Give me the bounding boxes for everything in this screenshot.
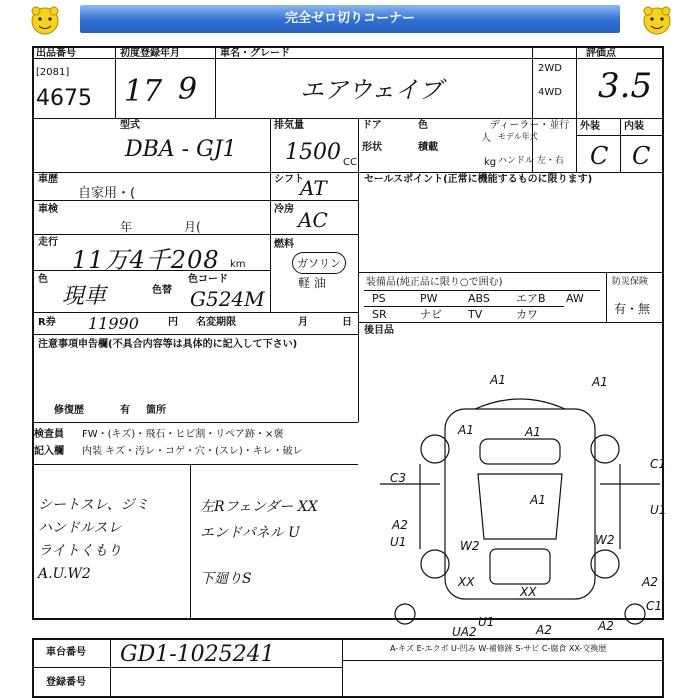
engine-label: 排気量 <box>274 120 304 131</box>
color-code-value: G524M <box>190 287 265 311</box>
sales-point-label: セールスポイント(正常に機能するものに限ります) <box>364 174 593 185</box>
damage-mark: U1 <box>390 535 407 549</box>
row-line <box>32 667 342 668</box>
note-line: A.U.W2 <box>38 566 91 582</box>
guarantee-label: 防災保険 <box>612 277 649 287</box>
lot-sub-label: [2081] <box>36 67 70 78</box>
dealer-label: ディーラー・並行 <box>490 120 570 131</box>
damage-mark: A2 <box>642 575 658 589</box>
row-line <box>364 306 564 307</box>
km-unit: km <box>230 259 246 270</box>
notes-right <box>200 494 318 592</box>
first-reg-label: 初度登録年月 <box>120 48 180 59</box>
color-code-label: 色コード <box>188 274 228 285</box>
chassis-value: GD1-1025241 <box>120 642 275 667</box>
int-label: 内装 <box>624 121 644 132</box>
shift-value: AT <box>300 176 327 200</box>
handle-label: ハンドル 左・右 <box>498 156 564 166</box>
equipment-item: SR <box>372 308 387 321</box>
damage-mark: W2 <box>460 539 480 553</box>
kg-unit: kg <box>484 157 497 168</box>
use-label: 車歴 <box>38 174 58 185</box>
row-line <box>32 422 358 423</box>
aircon-value: AC <box>298 208 328 232</box>
grade-eval: 3.5 <box>598 66 653 106</box>
row-line <box>358 272 664 273</box>
mark-row2: 内装 キズ・汚レ・コゲ・穴・(スレ)・キレ・破レ <box>82 446 303 457</box>
inspector-label: 検査員 <box>34 429 64 440</box>
katashiki-label: 型式 <box>120 120 140 131</box>
col-line <box>270 172 271 312</box>
row-line <box>32 118 664 119</box>
note-line: ライトくもり <box>38 543 122 559</box>
damage-mark: U1 <box>478 615 495 629</box>
model-name-label: 車名・グレード <box>220 48 290 59</box>
model-value: エアウェイブ <box>300 76 443 104</box>
legend-text: A-キズ E-エクボ U-凹み W-補修跡 S-サビ C-腐食 XX-交換歴 <box>390 644 607 653</box>
note-line: 下廻りS <box>200 571 252 587</box>
col-line <box>115 46 116 118</box>
col-line <box>215 46 216 118</box>
first-reg-month: 9 <box>178 72 198 107</box>
damage-mark: W2 <box>595 533 615 547</box>
int-grade: C <box>632 142 651 170</box>
repair-label: 修復歴 <box>54 405 84 416</box>
use-value: 自家用・( <box>78 186 136 201</box>
equipment-item: エアB <box>516 292 546 305</box>
damage-mark: A1 <box>592 375 608 389</box>
shape-label: 形状 <box>362 142 382 153</box>
damage-mark: A1 <box>490 373 506 387</box>
damage-mark: C1 <box>646 599 663 613</box>
fuel-label: 燃料 <box>274 239 294 250</box>
row-line <box>576 135 664 136</box>
month-label: 月( <box>184 220 201 234</box>
equipment-item: PS <box>372 292 386 305</box>
damage-mark: C1 <box>650 457 667 471</box>
mileage-label: 走行 <box>38 237 58 248</box>
color-note-label: 色替 <box>152 285 172 296</box>
recycle-label: R券 <box>38 317 56 328</box>
col-line <box>358 118 359 172</box>
recycle-value: 11990 <box>88 314 139 333</box>
doors-label: ドア <box>362 120 382 131</box>
col-line <box>620 118 621 172</box>
regist-label: 登録番号 <box>46 677 86 688</box>
equipment-item: AW <box>566 292 584 305</box>
row-line <box>342 660 664 661</box>
month2-label: 月 <box>298 317 308 328</box>
lot-number: 4675 <box>36 86 92 111</box>
fuel-gas: ガソリン <box>292 252 346 274</box>
yen-label: 円 <box>168 317 178 328</box>
equipment-label: 装備品(純正品に限り○で囲む) <box>366 277 503 288</box>
damage-mark: XX <box>520 585 537 599</box>
equipment-item: TV <box>468 308 483 321</box>
caution-label: 注意事項申告欄(不具合内容等は具体的に記入して下さい) <box>38 339 298 350</box>
col-line <box>190 464 191 620</box>
repair-value: 有 <box>120 405 130 416</box>
damage-mark: A1 <box>458 423 474 437</box>
row-line <box>32 334 358 335</box>
day-label: 日 <box>342 317 352 328</box>
shift-label: シフト <box>274 174 304 185</box>
car-damage-diagram <box>360 364 667 639</box>
first-reg-year: 17 <box>124 74 163 109</box>
eval-label: 評価点 <box>586 48 616 59</box>
color-label: 色 <box>418 120 428 131</box>
inspect-label: 車検 <box>38 204 58 215</box>
damage-mark: A2 <box>598 619 614 633</box>
damage-mark: A2 <box>392 518 408 532</box>
col-line <box>576 46 577 172</box>
record-label: 記入欄 <box>34 446 64 457</box>
col-line <box>532 46 533 172</box>
color2-label: 色 <box>38 274 48 285</box>
owner-note: 有・無 <box>614 302 651 316</box>
repair-place: 箇所 <box>146 405 166 416</box>
katashiki-value: DBA - GJ1 <box>125 137 237 162</box>
model-year-label: モデル年式 <box>498 132 538 141</box>
damage-mark: U1 <box>650 503 667 517</box>
rear-seat-label: 後目品 <box>364 325 394 336</box>
note-line: 左Rフェンダー XX <box>200 499 318 515</box>
ext-label: 外装 <box>580 121 600 132</box>
row-line <box>364 290 600 291</box>
equipment-item: ナビ <box>420 308 442 321</box>
damage-mark: A2 <box>536 623 552 637</box>
row-line <box>32 172 664 173</box>
capacity-label: 積載 <box>418 142 438 153</box>
aircon-label: 冷房 <box>274 204 294 215</box>
year-label: 年 <box>120 220 133 234</box>
cc-unit: CC <box>343 157 357 168</box>
name-change-label: 名変期限 <box>196 317 236 328</box>
note-line: シートスレ、ジミ <box>38 497 149 513</box>
damage-mark: UA2 <box>452 625 477 639</box>
color-value: 現車 <box>62 284 107 309</box>
drive-4wd: 4WD <box>538 87 562 98</box>
mascot-left-icon <box>28 4 62 38</box>
note-line: エンドパネル U <box>200 525 300 541</box>
row-line <box>358 322 664 323</box>
damage-mark: A1 <box>525 425 541 439</box>
damage-mark: A1 <box>530 493 546 507</box>
col-line <box>342 638 343 698</box>
col-line <box>270 118 271 172</box>
equipment-item: ABS <box>468 292 490 305</box>
note-line: ハンドルスレ <box>38 520 122 536</box>
col-line <box>358 172 359 422</box>
engine-value: 1500 <box>285 140 341 165</box>
damage-mark: XX <box>458 575 475 589</box>
row-line <box>32 312 358 313</box>
banner-title: 完全ゼロ切りコーナー <box>80 5 620 33</box>
chassis-label: 車台番号 <box>46 647 86 658</box>
ext-grade: C <box>590 142 609 170</box>
row-line <box>32 464 358 465</box>
mascot-right-icon <box>640 4 674 38</box>
equipment-item: カワ <box>516 308 538 321</box>
fuel-diesel: 軽 油 <box>298 276 326 290</box>
mileage-value: 11万4千208 <box>72 246 220 274</box>
equipment-item: PW <box>420 292 438 305</box>
col-line <box>110 638 111 698</box>
mark-row1: FW・(キズ)・飛石・ヒビ割・リペア跡・×褒 <box>82 429 284 440</box>
notes-left <box>38 494 149 586</box>
lot-no-label: 出品番号 <box>36 48 76 59</box>
damage-mark: C3 <box>390 471 407 485</box>
col-line <box>606 272 607 322</box>
person-label: 人 <box>481 133 491 144</box>
drive-2wd: 2WD <box>538 63 562 74</box>
